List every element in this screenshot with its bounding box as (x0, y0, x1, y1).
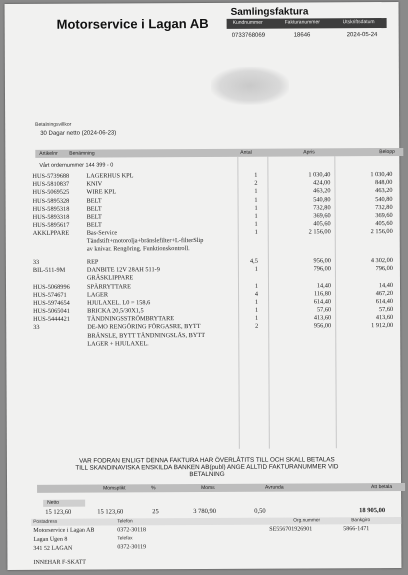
item-description: BELT (86, 205, 102, 213)
article-no: HUS-5893318 (32, 213, 70, 221)
item-total: 540,80 (375, 196, 393, 204)
item-total: 796,00 (375, 265, 393, 273)
article-no: HUS-574671 (33, 291, 67, 299)
col-article: Artikelnr (39, 150, 58, 157)
item-price: 463,20 (313, 187, 331, 195)
article-no: HUS-5068996 (32, 283, 70, 291)
item-price: 2 156,00 (308, 228, 331, 236)
item-quantity: 1 (254, 314, 259, 322)
vat-value: 3 780,90 (193, 507, 216, 516)
item-price: 540,80 (313, 196, 331, 204)
vat-base-value: 15 123,60 (97, 508, 124, 516)
header-label-band (227, 18, 387, 29)
item-description: BELT (86, 213, 102, 221)
bankgiro-label: Bankgiro (351, 518, 371, 524)
item-quantity: 1 (254, 204, 258, 212)
address-label: Postadress (33, 519, 58, 525)
item-description: TÄNDNINGSSTRÖMBRYTARE (87, 315, 175, 323)
item-quantity: 1 (254, 196, 258, 204)
item-total: 614,40 (375, 298, 394, 306)
item-price: 956,00 (313, 322, 332, 330)
vat-pct-value: 25 (152, 508, 159, 516)
item-description: Bas-Service (86, 229, 118, 237)
item-description: BELT (86, 197, 102, 205)
date-label: Utskriftsdatum (342, 19, 375, 26)
item-price: 57,60 (316, 306, 332, 314)
notice-line: VAR FODRAN ENLIGT DENNA FAKTURA HAR ÖVERLÅTITS TILL OCH SKALL BETALAS (79, 456, 335, 465)
item-total: 467,20 (375, 290, 394, 298)
to-pay-value: 18 905,00 (359, 507, 386, 515)
item-total: 369,60 (375, 212, 393, 220)
date-value: 2024-05-24 (346, 32, 378, 39)
vat-label: Moms (201, 484, 215, 492)
col-total: Belopp (379, 148, 395, 156)
address-line: 341 52 LAGAN (33, 545, 73, 552)
net-value: 15 123,60 (45, 508, 72, 516)
item-price: 413,60 (313, 314, 332, 322)
customer-no-label: Kundnummer (232, 19, 263, 26)
article-no: BIL-511-9M (32, 266, 66, 274)
items-table-header (35, 148, 403, 158)
rounding-value: 0,50 (254, 507, 266, 515)
item-price: 369,60 (313, 212, 331, 220)
assignment-notice (47, 456, 367, 479)
item-description: HJULAXEL. L0 = 158,6 (87, 299, 151, 307)
table-row (6, 265, 400, 275)
article-no: HUS-5974654 (33, 299, 70, 307)
redacted-area (211, 67, 289, 105)
item-price: 405,60 (313, 220, 331, 228)
service-description-line: av knivar. Rengöring. Funktionskontroll. (86, 245, 190, 253)
item-description: WIRE KPL (86, 188, 117, 196)
article-no: HUS-5739688 (32, 172, 70, 180)
document-title: Samlingsfaktura (230, 6, 309, 18)
org-number-label: Org.nummer (293, 518, 321, 524)
item-price: 956,00 (313, 257, 331, 265)
invoice-sheet (5, 2, 402, 570)
notice-line: TILL SKANDINAVISKA ENSKILDA BANKEN AB(publ) ANGE ALLTID FAKTURANUMMER VID (75, 463, 339, 472)
col-price: Apris (303, 149, 315, 156)
net-label-box (43, 500, 85, 507)
fax-value: 0372-30119 (117, 544, 147, 551)
item-total: 405,60 (375, 220, 393, 228)
article-no: HUS-5444421 (33, 315, 70, 323)
article-no: 33 (33, 323, 40, 331)
to-pay-label: Att betala (371, 484, 393, 491)
item-total: 413,60 (375, 314, 394, 322)
item-description: KNIV (86, 180, 103, 188)
item-quantity: 4 (254, 290, 259, 298)
item-price: 14,40 (316, 282, 332, 290)
item-quantity: 2 (255, 322, 259, 330)
item-description: DANBITE 12V 28AH 511-9 (86, 266, 160, 274)
item-price: 614,40 (313, 298, 332, 306)
col-quantity: Antal (240, 149, 252, 156)
service-description-line: Tändstift+motorolja+bränslefilter+L-filterSlip (86, 236, 204, 245)
item-quantity: 1 (254, 282, 259, 290)
item-description-extra: LAGER + HJULAXEL. (87, 340, 149, 348)
vat-pct-label: % (151, 485, 156, 492)
item-quantity: 1 (254, 228, 258, 236)
rounding-label: Avrunda (265, 484, 284, 491)
address-line: Lagan Ugen 8 (33, 536, 68, 543)
item-total: 57,60 (378, 306, 394, 314)
item-quantity: 1 (254, 306, 259, 314)
article-no: HUS-5895318 (32, 205, 70, 213)
item-total: 1 030,40 (370, 171, 393, 179)
item-description: SPÄRRYTTARE (86, 283, 131, 291)
item-total: 1 912,00 (371, 322, 394, 330)
phone-label: Telefon (117, 519, 133, 525)
item-total: 4 302,00 (370, 257, 393, 265)
company-name: Motorservice i Lagan AB (56, 15, 209, 32)
item-quantity: 1 (254, 187, 258, 195)
item-description: LAGERHUS KPL (86, 172, 134, 180)
payment-terms-value: 30 Dagar netto (2024-06-23) (40, 130, 117, 137)
table-row (6, 322, 400, 332)
org-number-value: SE556701926901 (269, 526, 313, 533)
article-no: HUS-5810837 (32, 180, 70, 188)
col-description: Benämning (69, 150, 95, 157)
item-quantity: 4,5 (249, 257, 258, 265)
item-description: REP (86, 258, 99, 266)
address-line: Motorservice i Lagan AB (33, 527, 95, 534)
item-total: 14,40 (378, 282, 394, 290)
summary-header (37, 483, 405, 493)
item-quantity: 1 (254, 171, 258, 179)
order-reference: Vårt ordernummer 144 399 - 0 (39, 162, 114, 169)
article-no: HUS-5065041 (33, 307, 70, 315)
phone-value: 0372-30118 (117, 527, 147, 534)
customer-no-value: 0733768069 (231, 32, 266, 39)
item-price: 1 030,40 (308, 171, 331, 179)
item-total: 848,00 (375, 179, 393, 187)
tax-registration-note: INNEHAR F-SKATT (33, 559, 86, 566)
item-price: 116,80 (313, 290, 332, 298)
item-quantity: 1 (254, 298, 259, 306)
net-label: Netto (47, 499, 60, 506)
article-no: HUS-5895617 (32, 221, 70, 229)
invoice-no-value: 18646 (293, 32, 311, 39)
item-price: 424,00 (313, 179, 331, 187)
item-quantity: 1 (254, 265, 258, 273)
payment-terms-label: Betalningsvillkor (35, 121, 72, 128)
item-price: 732,80 (313, 204, 331, 212)
item-quantity: 1 (254, 220, 258, 228)
article-no: 33 (32, 258, 40, 266)
invoice-no-label: Fakturanummer (284, 19, 320, 26)
item-quantity: 1 (254, 212, 258, 220)
item-total: 2 156,00 (370, 228, 393, 236)
item-description: BELT (86, 221, 102, 229)
item-total: 732,80 (375, 204, 393, 212)
item-description-extra: GRÄSKLIPPARE (86, 274, 134, 282)
item-quantity: 2 (254, 179, 258, 187)
item-total: 463,20 (375, 187, 393, 195)
item-price: 796,00 (313, 265, 331, 273)
article-no: HUS-5069525 (32, 188, 70, 196)
vat-base-label: Momsplikt (103, 485, 126, 492)
bankgiro-value: 5866-1471 (343, 526, 370, 533)
article-no: AKKLPPARE (32, 229, 70, 237)
item-description: BRICKA 20,5/30X1,5 (87, 307, 144, 315)
notice-line: BETALNING (189, 470, 225, 479)
address-header-band (31, 517, 401, 526)
item-description: LAGER (87, 291, 109, 299)
fax-label: Telefax (117, 536, 133, 542)
item-description: DE-MO RENGÖRING FÖRGASRE, BYTT (87, 323, 201, 331)
article-no: HUS-5895328 (32, 197, 70, 205)
item-description-extra: BRÄNSLE, BYTT TÄNDNINGSLÅS, BYTT (87, 331, 206, 340)
